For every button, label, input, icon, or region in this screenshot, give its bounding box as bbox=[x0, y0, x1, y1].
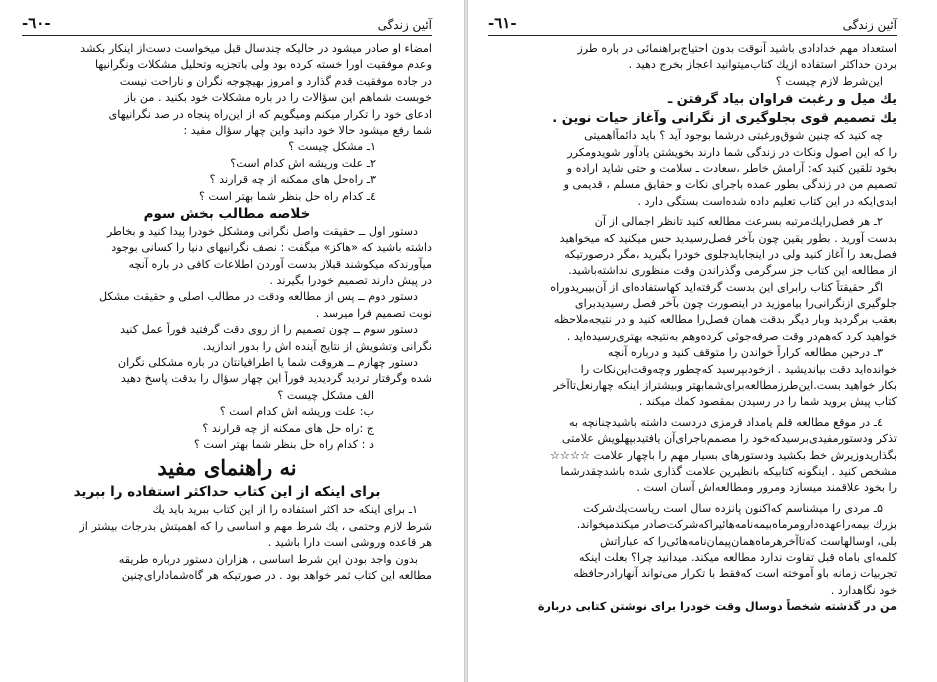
rule-one bbox=[22, 224, 432, 290]
text-line: در پیش دارند تصمیم خودرا بگیرند . bbox=[269, 274, 432, 288]
condition-question: این‌شرط لازم چیست ؟ bbox=[775, 74, 883, 88]
tip-one bbox=[22, 502, 432, 584]
text-line: میآورندکه میکوشند قبلاز بدست آوردن اطلاعات کافی در باره آنچه bbox=[128, 257, 432, 271]
text-line: را بخود علاقمند میسازد ومرور ومطالعه‌اش آسان است . bbox=[636, 481, 897, 495]
tip-four bbox=[488, 415, 897, 497]
rule-four bbox=[22, 355, 432, 388]
sub-question-item: ج :راه حل های ممکنه از چه قرارند ؟ bbox=[202, 421, 374, 435]
text-line: کلمه‌ای باماه قبل تفاوت ندارد مطالعه میکند. میدانید چرا؟ بعلت اینکه bbox=[578, 550, 897, 564]
sub-question-item: ب: علت وریشه اش کدام است ؟ bbox=[219, 405, 374, 419]
text-line: جلوگیری ازنگرانی‌را بیاموزید در اینصورت چون بآخر فصل رسیدیدبرای bbox=[574, 297, 897, 311]
left-page-header bbox=[22, 14, 432, 36]
text-line: بزرك بیمه‌را‌عهده‌دار‌ومرماه‌بیمه‌نامه‌هائیرا‌که‌شرکت‌صادر میکندمیخواند. bbox=[576, 518, 897, 532]
text-line: شما رفع میشود حالا خود دانید واین چهار سؤال مفید : bbox=[183, 123, 432, 137]
sub-questions-list bbox=[22, 388, 432, 454]
text-line: ۵ـ مردی را میشناسم که‌اکنون پانزده سال است ریاست‌یك‌شرکت bbox=[583, 501, 883, 515]
text-line bbox=[488, 448, 897, 464]
text-line: اگر حقیقتاً کتاب رابرای این بدست گرفته‌اید کهاستفاده‌ای از آن‌بیبرید‌وراه bbox=[550, 280, 883, 294]
star-marks: ☆☆☆☆ bbox=[549, 448, 591, 462]
text-line: دستور چهارم ــ هروقت شما یا اطرافیانتان در باره مشکلی نگران bbox=[117, 356, 418, 370]
summary-heading: خلاصه مطالب بخش سوم bbox=[143, 205, 311, 222]
text-line: بدون واجد بودن این شرط اساسی ، هزاران دستور درباره طریقه bbox=[118, 552, 418, 566]
text-line: دستور اول ــ حقیقت واصل نگرانی ومشکل خودرا پیدا کنید و بخاطر bbox=[106, 224, 418, 238]
text-line: بدست آورید . بطور یقین چون بآخر فصل‌رسیدید حس میکنید که میخواهید bbox=[559, 231, 897, 245]
text-line: ابدی‌ایکه در این کتاب تعلیم داده شده‌است بستگی دارد . bbox=[637, 194, 897, 208]
how-paragraph bbox=[488, 128, 897, 210]
book-gutter bbox=[464, 0, 468, 682]
tip-five bbox=[488, 501, 897, 599]
text-line: بخود تلقین کنید که: آرامش خاطر ،سعادت ـ سلامت و حتی شاید اراده و bbox=[566, 161, 897, 175]
text-line: خوبست شماهم این سؤالات را در باره مشکلات خود بکنید . من باز bbox=[124, 91, 432, 105]
text-line: ٤ـ در موقع مطالعه قلم یامداد قرمزی دردست داشته باشیدچنانچه به bbox=[569, 415, 883, 429]
text-line: ۲ـ هر فصل‌رایك‌مرتبه بسرعت مطالعه کنید تانظر اجمالی از آن bbox=[594, 215, 883, 229]
condition-answer: یك میل و رغبت فراوان بیاد گرفتن ـ bbox=[667, 92, 897, 108]
sub-question-item: الف مشکل چیست ؟ bbox=[277, 388, 374, 402]
text-line: فصل‌بعد را آغاز کنید ولی در اینجابایدجلوی خودرا بگیرید ،مگر درصورتیکه bbox=[564, 247, 897, 261]
right-page-number: -٦١- bbox=[488, 14, 517, 32]
left-intro-paragraph bbox=[22, 41, 432, 139]
text-line: وعدم موفقیت اورا خسته کرده بود ولی باتجزیه وتحلیل مشکلات ونگرانیها bbox=[94, 58, 432, 72]
text-line: بعقب برگردید وبار دیگر بدقت همان فصل‌را مطالعه کنید و در نتیجه‌ملاحظه bbox=[553, 313, 897, 327]
text-line: مشخص کنید . اینگونه کتابیکه بانظیرین علامت گذاری شده باشدچقدرشما bbox=[560, 464, 897, 478]
text-line: استعداد مهم خدادادی باشید آنوقت بدون احتیاج‌براهنمائی در باره طرز bbox=[577, 42, 897, 55]
text-line: تجربیات زمانه باو آموخته است که‌فقط با تکرار می‌تواند آنهارادرحافظه bbox=[573, 567, 897, 581]
text-line: را که این اصول ونکات در زندگی شما دارند بخویشتن یادآور شویدومکرر bbox=[567, 145, 897, 159]
text-line: ۳ـ درحین مطالعه کراراً خواندن را متوقف کنید و درباره آنچه bbox=[607, 346, 883, 360]
four-questions-list bbox=[22, 139, 432, 205]
text-line: بردن حداکثر استفاده ازیك کتاب‌میتوانید اعجاز بخرج دهید . bbox=[628, 58, 897, 72]
text-line: بلی، اوسالهاست که‌تاآخر‌هرماه‌همان‌پیمان‌نامه‌هائی‌را که عباراتش bbox=[600, 534, 897, 548]
sub-question-item: د : کدام راه حل بنظر شما بهتر است ؟ bbox=[193, 437, 374, 451]
right-page-header bbox=[488, 14, 897, 36]
text-line: ۱ـ برای اینکه حد اکثر استفاده را از این کتاب ببرید باید یك bbox=[152, 503, 418, 517]
text-line: ادعای خود را تکرار میکنم ومیگویم که از این‌راه پنجاه در صد نگرانیهای bbox=[108, 107, 432, 121]
rule-three bbox=[22, 322, 432, 355]
text-line: هر قاعده وروشی است دارا باشید . bbox=[267, 536, 432, 550]
text-line: خواهید کرد که‌هم‌در وقت صرفه‌جوئی کرده‌وهم به‌نتیجه بهتری‌رسیده‌اید . bbox=[566, 329, 897, 343]
text-line: نگرانی وتشویش از نتایج آینده اش را بدور اندازید. bbox=[202, 339, 432, 353]
right-page bbox=[470, 0, 937, 682]
condition-answer: یك تصمیم قوی بجلوگیری از نگرانی وآغاز حیات نوین . bbox=[552, 111, 897, 127]
left-page-number: -٦٠- bbox=[22, 14, 51, 32]
text-line: در جاده موفقیت قدم گذارد و امروز بهیچوجه نگران و ناراحت نیست bbox=[119, 74, 432, 88]
text-line: تصمیم من در زندگی بطور عمده باجرای نکات و حقایق مسلم ، قدیمی و bbox=[563, 178, 897, 192]
text-line: چه کنید که چنین شوق‌ورغبتی درشما بوجود آید ؟ باید دائماً‌اهمیتی bbox=[584, 129, 883, 143]
text-line: من در گذشته شخصاً دوسال وقت خودرا برای نوشتن کتابی دربارة bbox=[537, 600, 897, 614]
text-line: دستور سوم ــ چون تصمیم را از روی دقت گرفتید فوراً عمل کنید bbox=[120, 323, 418, 337]
right-running-title: آئین زندگی bbox=[842, 18, 897, 32]
text-fragment: بگذاریدوزیرش خط بکشید ودستورهای بسیار مهم را باچهار علامت bbox=[593, 448, 897, 462]
tip-three bbox=[488, 345, 897, 411]
text-line: تذکر ودستورمفیدی‌برسیدکه‌خود را مصمم‌باجرای‌آن یافتیدبپهلویش علامتی bbox=[561, 432, 897, 446]
condition-block bbox=[488, 74, 897, 128]
rule-two bbox=[22, 289, 432, 322]
nine-tips-heading: نه راهنمای مفید bbox=[157, 455, 297, 481]
text-line: مطالعه این کتاب ثمر خواهد بود . در صورتیکه هر گاه‌شمادارای‌چنین bbox=[121, 568, 432, 582]
text-line: از مطالعه این کتاب جز سرگرمی وگذراندن وقت منظوری نداشته‌باشید. bbox=[568, 264, 897, 278]
text-line: امضاء او صادر میشود در حالیکه چندسال قبل میخواست دست‌از اینکار بکشد bbox=[80, 42, 432, 55]
left-running-title: آئین زندگی bbox=[377, 18, 432, 32]
text-line: بکار خواهید بست.این‌طرز‌مطالعه‌برای‌شمابهتر وبیشتراز اینکه چهارنعل‌تاآخر bbox=[553, 379, 897, 393]
text-line: نوبت تصمیم فرا میرسد . bbox=[315, 306, 432, 320]
text-line: خود نگاهدارد . bbox=[830, 583, 897, 597]
text-line: داشته باشید که «هاکز» میگفت : نصف نگرانیهای دنیا را کسانی بوجود bbox=[111, 241, 432, 255]
text-line: شده وگرفتار تردید گردیدید فوراً این چهار سؤال را بدقت پاسخ دهید bbox=[120, 372, 432, 386]
question-item: ٤ـ کدام راه حل بنظر شما بهتر است ؟ bbox=[198, 189, 376, 203]
question-item: ۳ـ راه‌حل های ممکنه از چه قرارند ؟ bbox=[209, 173, 376, 187]
tip-two bbox=[488, 214, 897, 345]
question-item: ۲ـ علت وریشه اش کدام است؟ bbox=[230, 156, 376, 170]
maximize-heading: برای اینکه از این کتاب حداکثر استفاده را ببرید bbox=[73, 484, 381, 501]
text-line: خوانده‌اید دقت بیاندیشید . ازخود‌بپرسید که‌چطور وچه‌وقت‌این‌نکات را bbox=[580, 362, 897, 376]
question-item: ۱ـ مشکل چیست ؟ bbox=[288, 140, 376, 154]
left-page bbox=[0, 0, 462, 682]
text-line: شرط لازم وحتمی ، یك شرط مهم و اساسی را که اهمیتش بدرجات بیشتر از bbox=[79, 519, 432, 533]
text-line: کتاب پیش بروید شما را در رسیدن بمقصود کمك میکند . bbox=[638, 395, 897, 409]
text-line: دستور دوم ــ پس از مطالعه ودقت در مطالب اصلی و حقیقت مشکل bbox=[98, 290, 418, 304]
right-top-paragraph bbox=[488, 41, 897, 74]
